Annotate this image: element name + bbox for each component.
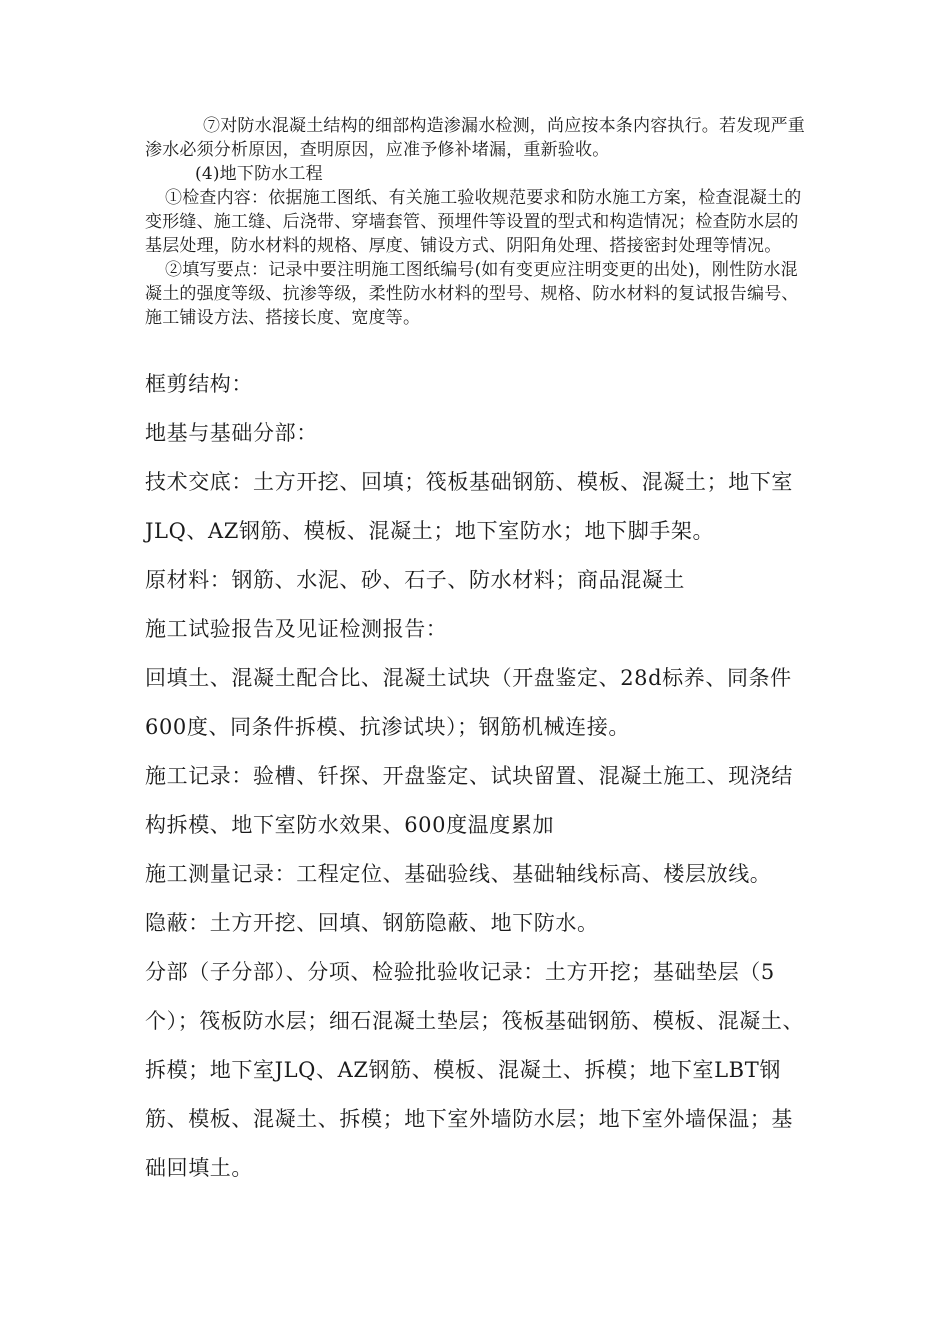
waterproof-section xyxy=(145,114,810,330)
tech-disclosure: 技术交底：土方开挖、回填；筏板基础钢筋、模板、混凝土；地下室JLQ、AZ钢筋、模板、混凝土；地下室防水；地下脚手架。 xyxy=(145,470,793,543)
survey-records: 施工测量记录：工程定位、基础验线、基础轴线标高、楼层放线。 xyxy=(145,862,772,886)
frame-shear-title: 框剪结构： xyxy=(145,372,253,396)
construction-records: 施工记录：验槽、钎探、开盘鉴定、试块留置、混凝土施工、现浇结构拆模、地下室防水效果、600度温度累加 xyxy=(145,764,793,837)
acceptance-records: 分部（子分部）、分项、检验批验收记录：土方开挖；基础垫层（5个）；筏板防水层；细石混凝土垫层；筏板基础钢筋、模板、混凝土、拆模；地下室JLQ、AZ钢筋、模板、混凝土、拆模；地下室LBT钢筋、模板、混凝土、拆模；地下室外墙防水层；地下室外墙保温；基础回填土。 xyxy=(145,960,805,1180)
foundation-heading: 地基与基础分部： xyxy=(145,421,318,445)
paragraph-check-content: ①检查内容：依据施工图纸、有关施工验收规范要求和防水施工方案，检查混凝土的变形缝、施工缝、后浇带、穿墙套管、预埋件等设置的型式和构造情况；检查防水层的基层处理，防水材料的规格、厚度、铺设方式、阴阳角处理、搭接密封处理等情况。 xyxy=(145,188,802,256)
frame-shear-section xyxy=(145,360,810,1193)
concealed-works: 隐蔽：土方开挖、回填、钢筋隐蔽、地下防水。 xyxy=(145,911,599,935)
paragraph-item7: ⑦对防水混凝土结构的细部构造渗漏水检测，尚应按本条内容执行。若发现严重渗水必须分析原因，查明原因，应准予修补堵漏，重新验收。 xyxy=(145,116,805,160)
paragraph-fill-points: ②填写要点：记录中要注明施工图纸编号(如有变更应注明变更的出处)，刚性防水混凝土的强度等级、抗渗等级，柔性防水材料的型号、规格、防水材料的复试报告编号、施工铺设方法、搭接长度、宽度等。 xyxy=(145,260,799,328)
heading-underground-waterproof: (4)地下防水工程 xyxy=(195,164,323,184)
raw-materials: 原材料：钢筋、水泥、砂、石子、防水材料；商品混凝土 xyxy=(145,568,685,592)
test-reports: 回填土、混凝土配合比、混凝土试块（开盘鉴定、28d标养、同条件600度、同条件拆模、抗渗试块）；钢筋机械连接。 xyxy=(145,666,792,739)
test-reports-title: 施工试验报告及见证检测报告： xyxy=(145,617,448,641)
